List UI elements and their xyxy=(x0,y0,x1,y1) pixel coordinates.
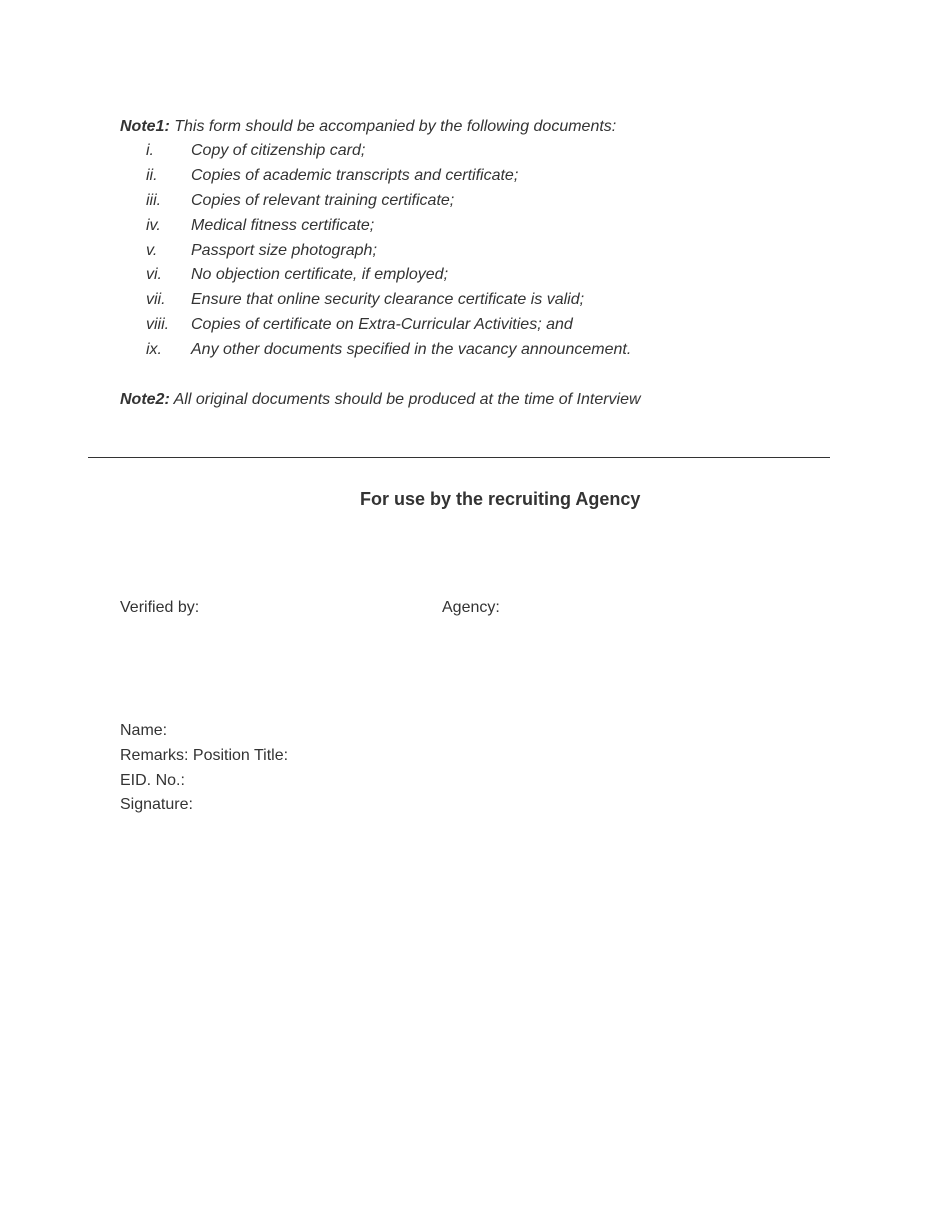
list-item-text: Copy of citizenship card; xyxy=(191,142,366,159)
list-item-text: Ensure that online security clearance certificate is valid; xyxy=(191,291,585,309)
note2-text: All original documents should be produced at the time of Interview xyxy=(169,391,641,408)
list-item xyxy=(146,265,631,290)
list-item xyxy=(146,141,631,166)
name-label: Name: xyxy=(120,722,168,739)
list-item-number: iv. xyxy=(146,216,161,234)
list-item xyxy=(146,216,631,241)
list-item-text: Copies of relevant training certificate; xyxy=(191,191,455,209)
list-item-number: ix. xyxy=(146,341,162,359)
agency-label: Agency: xyxy=(442,599,500,616)
list-item-text: Copies of academic transcripts and certificate; xyxy=(191,166,519,184)
list-item-text: Copies of certificate on Extra-Curricular Activities; and xyxy=(191,316,573,334)
verified-by-label: Verified by: xyxy=(120,599,200,616)
list-item xyxy=(146,290,631,315)
list-item xyxy=(146,340,631,365)
list-item-number: iii. xyxy=(146,191,162,209)
list-item-number: vii. xyxy=(146,291,166,309)
required-documents-list xyxy=(146,141,631,365)
list-item-text: Passport size photograph; xyxy=(191,241,377,259)
agency-section-heading: For use by the recruiting Agency xyxy=(360,489,641,509)
list-item xyxy=(146,166,631,191)
list-item-number: vi. xyxy=(146,266,162,284)
list-item-text: Medical fitness certificate; xyxy=(191,216,375,234)
note2 xyxy=(120,390,641,410)
list-item xyxy=(146,315,631,340)
note2-label: Note2: xyxy=(120,391,170,408)
list-item-number: viii. xyxy=(146,316,170,334)
remarks-position-title-label: Remarks: Position Title: xyxy=(120,747,289,764)
list-item xyxy=(146,191,631,216)
list-item-number: v. xyxy=(146,241,158,259)
list-item-text: No objection certificate, if employed; xyxy=(191,266,449,284)
list-item-number: ii. xyxy=(146,166,158,184)
list-item-number: i. xyxy=(146,142,154,159)
section-divider xyxy=(88,457,830,458)
note1-label: Note1: xyxy=(120,118,170,135)
list-item xyxy=(146,241,631,266)
signature-label: Signature: xyxy=(120,796,193,813)
note1 xyxy=(120,117,616,137)
eid-number-label: EID. No.: xyxy=(120,772,185,789)
note1-text: This form should be accompanied by the following documents: xyxy=(169,118,617,135)
list-item-text: Any other documents specified in the vacancy announcement. xyxy=(191,341,632,359)
